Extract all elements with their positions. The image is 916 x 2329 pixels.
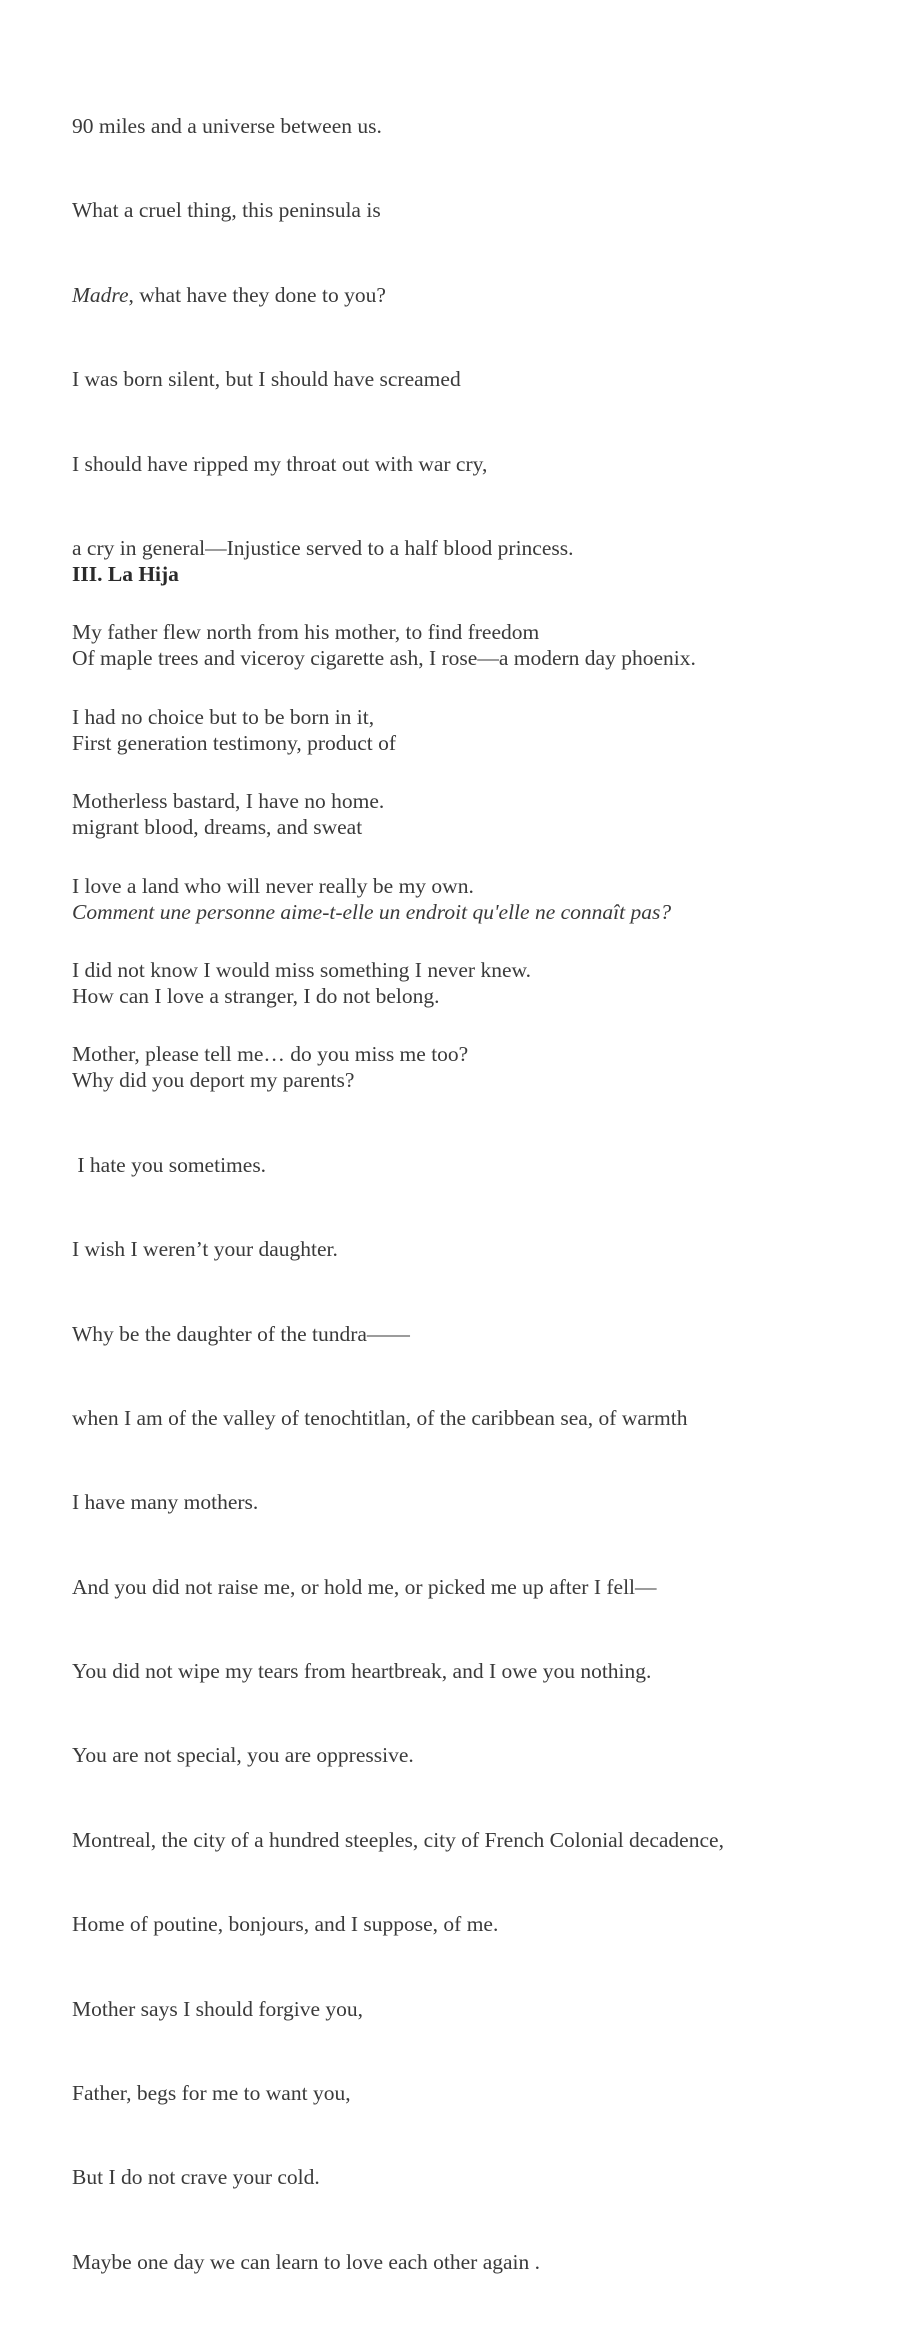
poem-line: I hate you sometimes.: [72, 1152, 267, 1177]
poem-line: I have many mothers.: [72, 1490, 259, 1515]
poem-line: [72, 278, 872, 312]
line-text: 90 miles and a universe between us.: [72, 114, 382, 138]
poem-line: Maybe one day we can learn to love each other again .: [72, 2249, 541, 2274]
poem-line: Mother says I should forgive you,: [72, 1996, 364, 2021]
poem-line: [72, 109, 872, 143]
line-text: What a cruel thing, this peninsula is: [72, 198, 381, 223]
poem-line: How can I love a stranger, I do not belong.: [72, 983, 440, 1008]
line-text: I did not know I would miss something I never knew.: [72, 957, 532, 982]
poem-line: [72, 193, 872, 227]
poem-line: You did not wipe my tears from heartbreak, and I owe you nothing.: [72, 1659, 652, 1684]
poem-line: You are not special, you are oppressive.: [72, 1743, 414, 1768]
poem-line: And you did not raise me, or hold me, or picked me up after I fell—: [72, 1574, 657, 1599]
poem-line: Why be the daughter of the tundra——: [72, 1321, 410, 1346]
poem-section-la-hija: [72, 507, 872, 2329]
line-text: a cry in general—Injustice served to a half blood princess.: [72, 535, 574, 560]
poem-line: when I am of the valley of tenochtitlan, of the caribbean sea, of warmth: [72, 1405, 688, 1430]
section-heading: III. La Hija: [72, 562, 179, 586]
poem-line: migrant blood, dreams, and sweat: [72, 815, 363, 840]
poem-line: Montreal, the city of a hundred steeples, city of French Colonial decadence,: [72, 1827, 724, 1852]
poem-line: [72, 362, 872, 396]
poem-line-french: Comment une personne aime-t-elle un endroit qu'elle ne connaît pas?: [72, 899, 672, 924]
poem-line: [72, 447, 872, 481]
poem-line: I wish I weren’t your daughter.: [72, 1237, 338, 1262]
poem-line: Of maple trees and viceroy cigarette ash, I rose—a modern day phoenix.: [72, 646, 696, 671]
poem-line: Father, begs for me to want you,: [72, 2081, 351, 2106]
line-text: I love a land who will never really be my own.: [72, 873, 474, 898]
line-text: I should have ripped my throat out with war cry,: [72, 451, 488, 476]
line-text: I was born silent, but I should have screamed: [72, 367, 461, 392]
line-text: , what have they done to you?: [128, 282, 386, 307]
line-text: Mother, please tell me… do you miss me too?: [72, 1042, 469, 1067]
line-text: My father flew north from his mother, to find freedom: [72, 620, 540, 645]
poem-line: Home of poutine, bonjours, and I suppose, of me.: [72, 1912, 499, 1937]
poem-line: But I do not crave your cold.: [72, 2165, 320, 2190]
poem-line: Why did you deport my parents?: [72, 1068, 355, 1093]
poem-line: First generation testimony, product of: [72, 730, 397, 755]
line-text: I had no choice but to be born in it,: [72, 704, 375, 729]
line-text: Motherless bastard, I have no home.: [72, 789, 385, 814]
italic-lead: Madre: [72, 282, 129, 307]
